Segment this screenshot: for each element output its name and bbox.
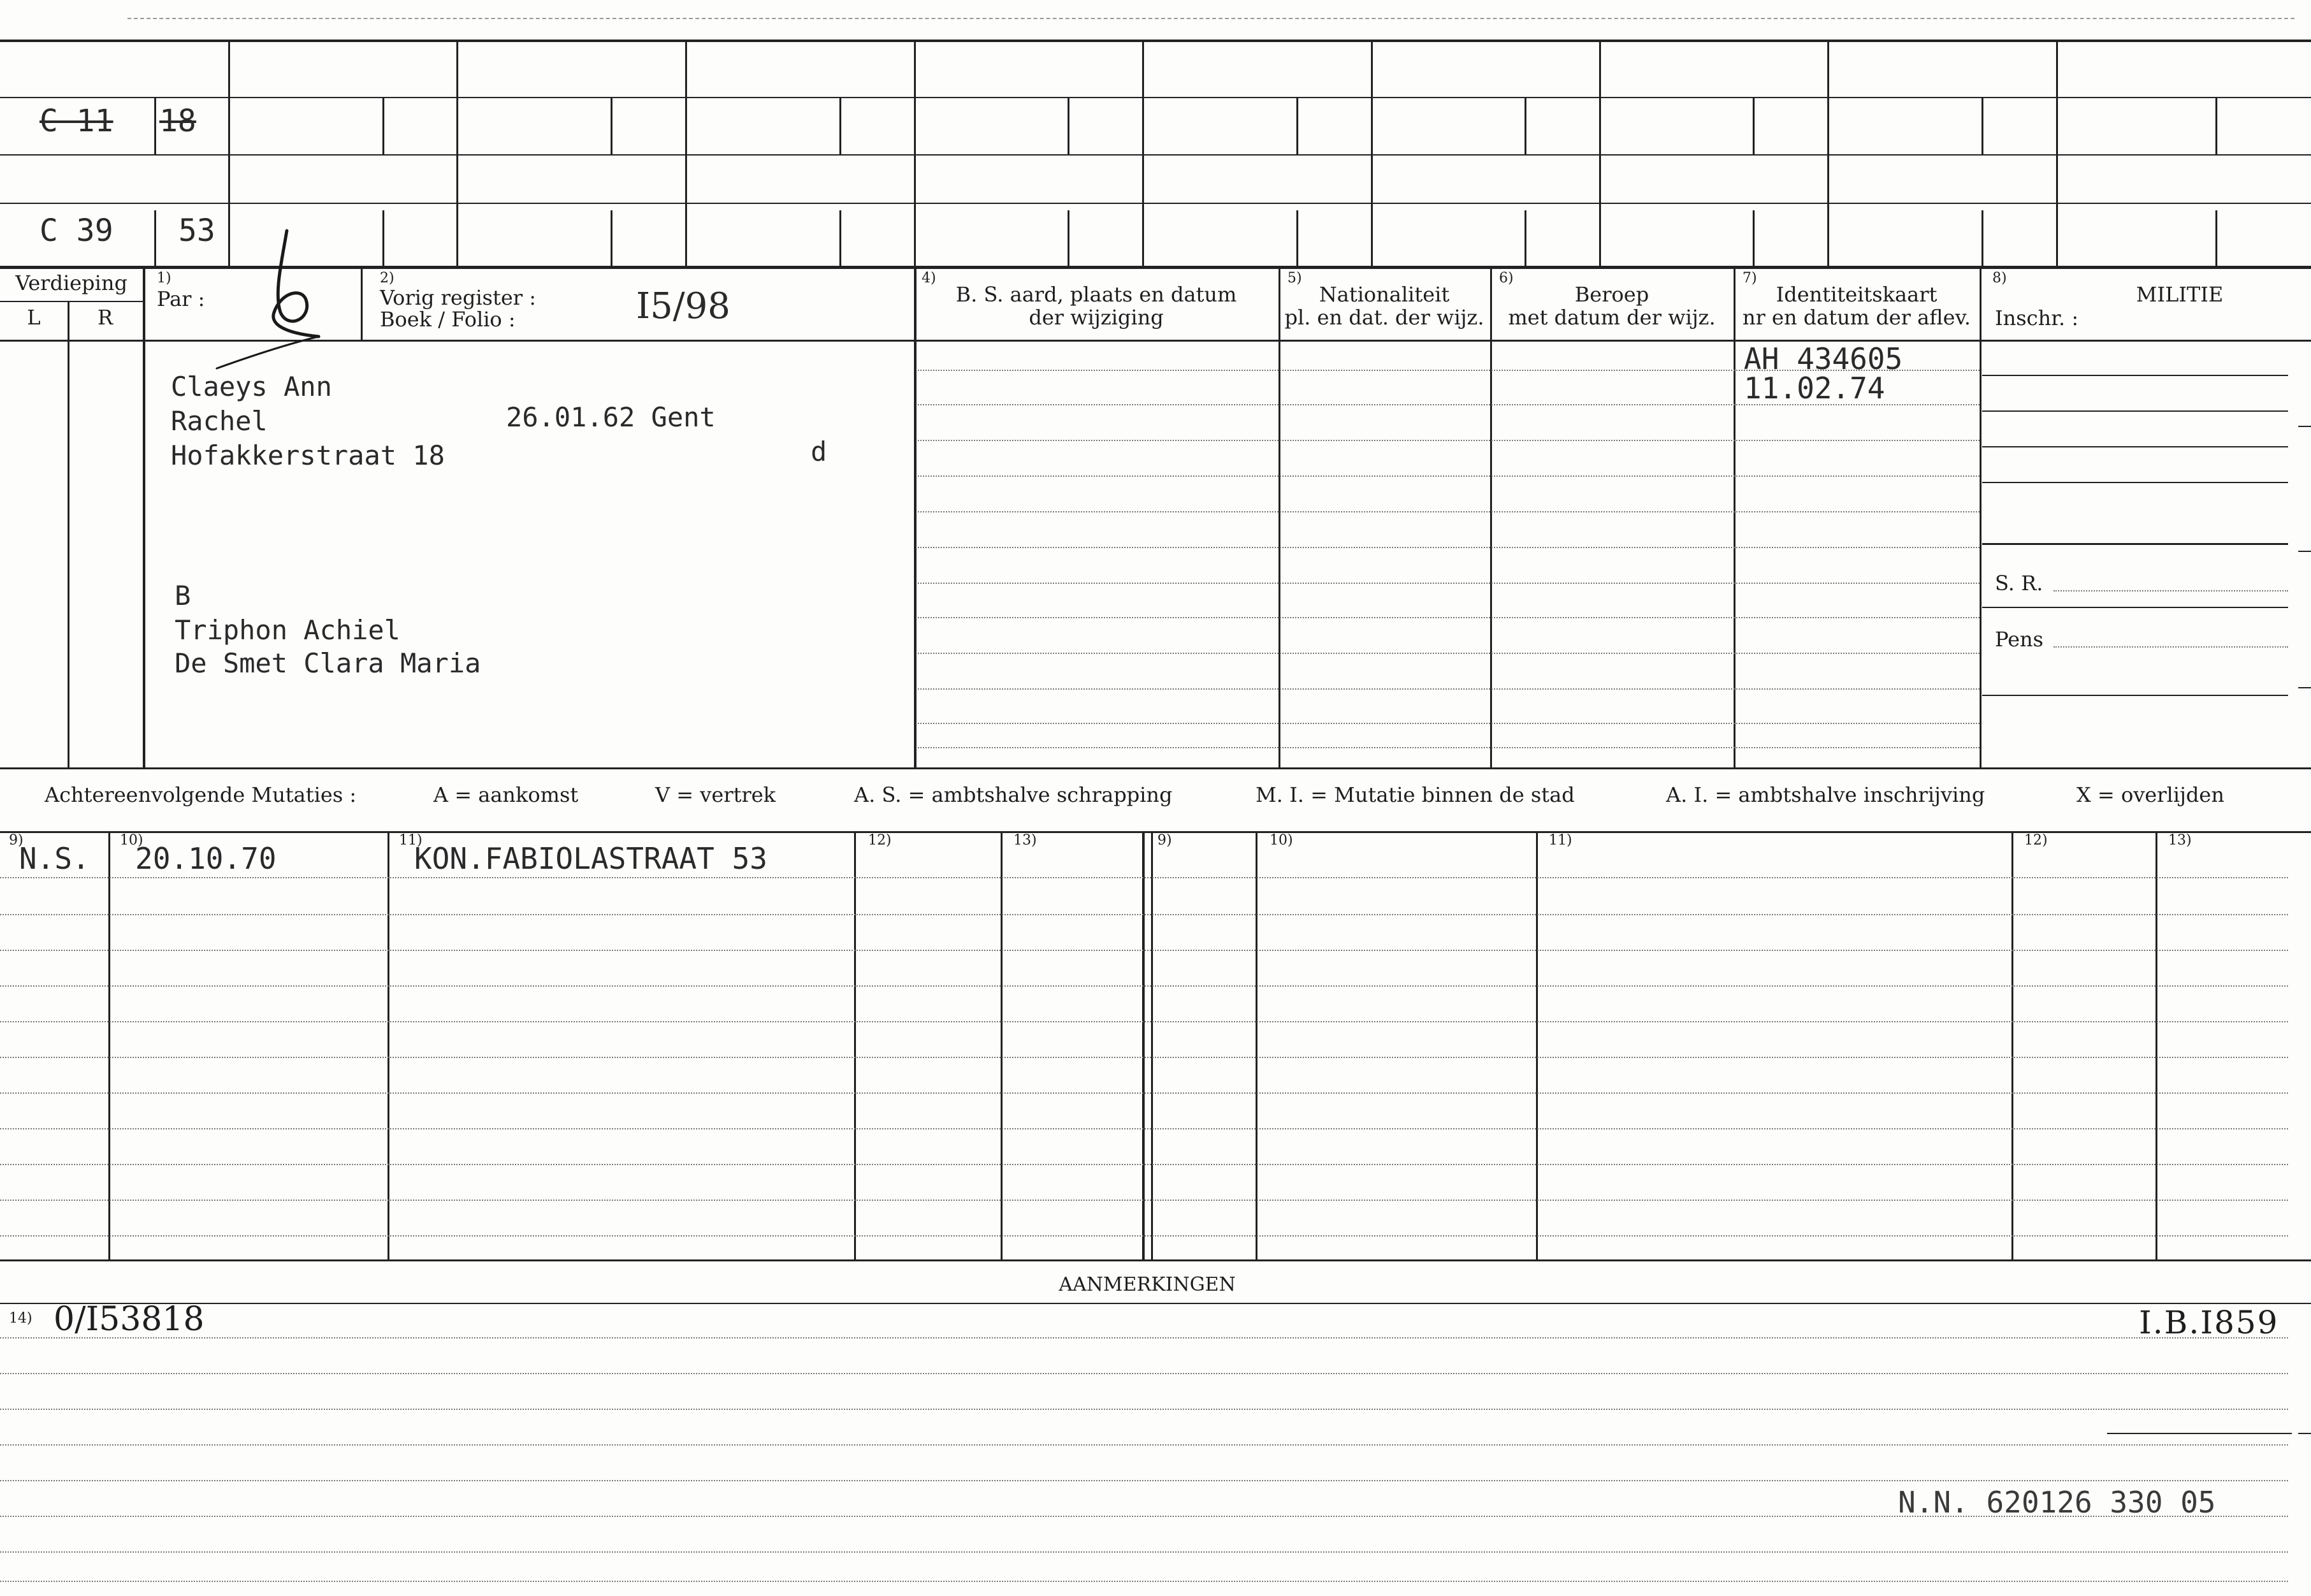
edge-tick [2298, 687, 2311, 688]
identity-card-header [1734, 283, 1980, 329]
mut-header-12b: 12) [2024, 832, 2048, 848]
top-border [0, 40, 2311, 42]
col-lr-divider [68, 301, 69, 767]
remarks-rule [0, 1409, 2288, 1410]
legend-ai: A. I. = ambtshalve inschrijving [1666, 783, 1985, 807]
mut-header-10: 10) [120, 832, 143, 848]
mut-rule [0, 1057, 2288, 1058]
person-address: Hofakkerstraat 18 [171, 440, 445, 471]
top-row-line-2 [0, 154, 2311, 156]
pens-field-line [2054, 646, 2288, 648]
rule-line [918, 511, 1980, 512]
mut-rule [0, 950, 2288, 951]
mutations-bottom-border [0, 1259, 2311, 1261]
top-sub-v [1296, 210, 1298, 266]
mut-col-v [2155, 831, 2157, 1259]
col-bs-right [1279, 268, 1280, 767]
bs-header [914, 283, 1279, 329]
beroep-header-line1: Beroep [1574, 282, 1649, 307]
mut-rule [0, 1021, 2288, 1022]
mut-col-v [108, 831, 110, 1259]
mut-col-v [1001, 831, 1003, 1259]
mut-header-12: 12) [868, 832, 892, 848]
person-name-line2: Rachel [171, 405, 268, 437]
rule-line [918, 688, 1980, 690]
mut-col-v [2011, 831, 2013, 1259]
militie-line [1982, 446, 2288, 447]
top-sub-v [1068, 210, 1069, 266]
remarks-title: AANMERKINGEN [1059, 1273, 1236, 1296]
legend-a: A = aankomst [433, 783, 579, 807]
top-sub-v [1296, 97, 1298, 154]
vorig-register-label: Vorig register : [380, 286, 537, 310]
identity-card-number: AH 434605 [1744, 342, 1903, 376]
top-grid-v [1599, 40, 1601, 266]
top-sub-v [1525, 210, 1526, 266]
militie-line [1982, 607, 2288, 608]
rule-line [918, 440, 1980, 441]
mut-col-v [1256, 831, 1257, 1259]
mut-col-v [388, 831, 389, 1259]
rule-line [918, 747, 1980, 748]
top-grid-v [1371, 40, 1373, 266]
mut-header-10b: 10) [1270, 832, 1293, 848]
mut-rule [0, 1235, 2288, 1237]
old-code-right: 18 [159, 103, 196, 139]
boek-folio-value: I5/98 [636, 286, 730, 327]
col-verdieping-right [143, 268, 145, 767]
top-sub-v [839, 210, 841, 266]
militie-line [1982, 375, 2288, 376]
mut-rule [0, 914, 2288, 915]
rule-line [918, 475, 1980, 477]
top-sub-v [154, 97, 156, 154]
field-number-1: 1) [157, 270, 171, 286]
legend-title: Achtereenvolgende Mutaties : [45, 783, 357, 807]
remarks-code: 0/I53818 [54, 1300, 205, 1338]
national-number: N.N. 620126 330 05 [1898, 1485, 2216, 1520]
verdieping-header: Verdieping [15, 271, 127, 295]
top-sub-v [1981, 210, 1983, 266]
rule-line [918, 653, 1980, 654]
mut-header-11b: 11) [1549, 832, 1572, 848]
current-code-right: 53 [178, 213, 215, 249]
mut-header-11: 11) [399, 832, 423, 848]
top-row-line-1 [0, 97, 2311, 98]
top-grid-v [685, 40, 687, 266]
top-sub-v [1525, 97, 1526, 154]
field-number-6: 6) [1499, 270, 1514, 286]
mut-col-v [854, 831, 856, 1259]
col-r-header: R [97, 305, 113, 330]
top-sub-v [382, 210, 384, 266]
militie-line [1982, 543, 2288, 545]
col-person-right [914, 268, 916, 767]
rule-line [918, 617, 1980, 618]
mut-col-v [1142, 831, 1145, 1259]
col-l-header: L [27, 305, 41, 330]
nationality-header-line1: Nationaliteit [1319, 282, 1450, 307]
remarks-short-line [2107, 1433, 2292, 1434]
remarks-rule [0, 1444, 2288, 1446]
remarks-rule [0, 1337, 2288, 1338]
inschr-label: Inschr. : [1995, 306, 2079, 330]
mut-col-v [1151, 831, 1153, 1259]
field-number-2: 2) [380, 270, 395, 286]
top-grid-v [2056, 40, 2058, 266]
sr-label: S. R. [1995, 571, 2043, 595]
militie-header: MILITIE [2136, 282, 2224, 307]
handwritten-par-mark [210, 223, 363, 376]
top-sub-v [2215, 210, 2217, 266]
legend-x: X = overlijden [2076, 783, 2224, 807]
identity-card-date: 11.02.74 [1744, 371, 1885, 405]
mut-header-13b: 13) [2168, 832, 2192, 848]
top-sub-v [611, 97, 612, 154]
field-number-7: 7) [1742, 270, 1757, 286]
field-number-8: 8) [1992, 270, 2007, 286]
top-row-line-3 [0, 203, 2311, 204]
boek-folio-label: Boek / Folio : [380, 307, 516, 331]
beroep-header-line2: met datum der wijz. [1508, 305, 1716, 330]
person-b-label: B [175, 580, 191, 611]
top-sub-v [154, 210, 156, 266]
mut-header-9b: 9) [1157, 832, 1172, 848]
legend-as: A. S. = ambtshalve schrapping [854, 783, 1173, 807]
bs-header-line2: der wijziging [1029, 305, 1164, 330]
militie-line [1982, 410, 2288, 412]
rule-line [918, 583, 1980, 584]
mut-header-9: 9) [9, 832, 24, 848]
person-birth: 26.01.62 Gent [506, 402, 716, 433]
nationality-header-line2: pl. en dat. der wijz. [1284, 305, 1484, 330]
identity-card-header-line1: Identiteitskaart [1776, 282, 1938, 307]
sr-field-line [2054, 590, 2288, 591]
mut-rule [0, 985, 2288, 987]
remarks-header-line [0, 1303, 2311, 1304]
field-number-5: 5) [1287, 270, 1302, 286]
mut-rule [0, 1200, 2288, 1201]
mut-header-13: 13) [1013, 832, 1037, 848]
current-code-left: C 39 [40, 213, 113, 249]
rule-line [918, 547, 1980, 548]
person-mark-d: d [811, 436, 827, 467]
top-grid-v [1827, 40, 1829, 266]
person-mother: De Smet Clara Maria [175, 648, 481, 679]
bs-header-line1: B. S. aard, plaats en datum [955, 282, 1237, 307]
mut-rule [0, 877, 2288, 878]
edge-tick [2298, 551, 2311, 552]
militie-line [1982, 482, 2288, 483]
remarks-rule [0, 1551, 2288, 1553]
top-sub-v [1068, 97, 1069, 154]
beroep-header [1490, 283, 1734, 329]
top-sub-v [2215, 97, 2217, 154]
mut-rule [0, 1164, 2288, 1165]
militie-line [1982, 695, 2288, 696]
col-beroep-right [1734, 268, 1735, 767]
top-edge-dotted [127, 18, 2294, 19]
top-sub-v [1753, 97, 1755, 154]
top-sub-v [611, 210, 612, 266]
field-number-14: 14) [9, 1310, 33, 1326]
remarks-rule [0, 1373, 2288, 1374]
top-sub-v [839, 97, 841, 154]
old-code-left: C 11 [40, 103, 113, 139]
col-nat-right [1490, 268, 1492, 767]
mutations-top-border [0, 831, 2311, 833]
register-section-bottom [0, 767, 2311, 769]
mutation-type: N.S. [19, 841, 90, 876]
edge-tick [2298, 1433, 2311, 1434]
col-id-right [1980, 268, 1981, 767]
mut-rule [0, 1128, 2288, 1129]
edge-tick [2298, 426, 2311, 427]
top-sub-v [1753, 210, 1755, 266]
mut-col-v [1536, 831, 1538, 1259]
top-grid-v [456, 40, 458, 266]
pens-label: Pens [1995, 627, 2044, 651]
remarks-rule [0, 1480, 2288, 1481]
nationality-header [1279, 283, 1490, 329]
field-number-4: 4) [922, 270, 936, 286]
par-label: Par : [157, 287, 205, 311]
legend-mi: M. I. = Mutatie binnen de stad [1256, 783, 1575, 807]
top-grid-v [1142, 40, 1144, 266]
mutation-address: KON.FABIOLASTRAAT 53 [414, 841, 767, 876]
rule-line [918, 723, 1980, 724]
mutation-date: 20.10.70 [135, 841, 277, 876]
legend-v: V = vertrek [655, 783, 776, 807]
verdieping-split [0, 301, 143, 302]
top-grid-v [914, 40, 916, 266]
top-sub-v [1981, 97, 1983, 154]
identity-card-header-line2: nr en datum der aflev. [1742, 305, 1971, 330]
person-father: Triphon Achiel [175, 614, 401, 646]
remarks-ib: I.B.I859 [2139, 1304, 2279, 1341]
mut-rule [0, 1092, 2288, 1094]
top-sub-v [382, 97, 384, 154]
person-name-line1: Claeys Ann [171, 371, 332, 402]
remarks-rule [0, 1581, 2288, 1582]
